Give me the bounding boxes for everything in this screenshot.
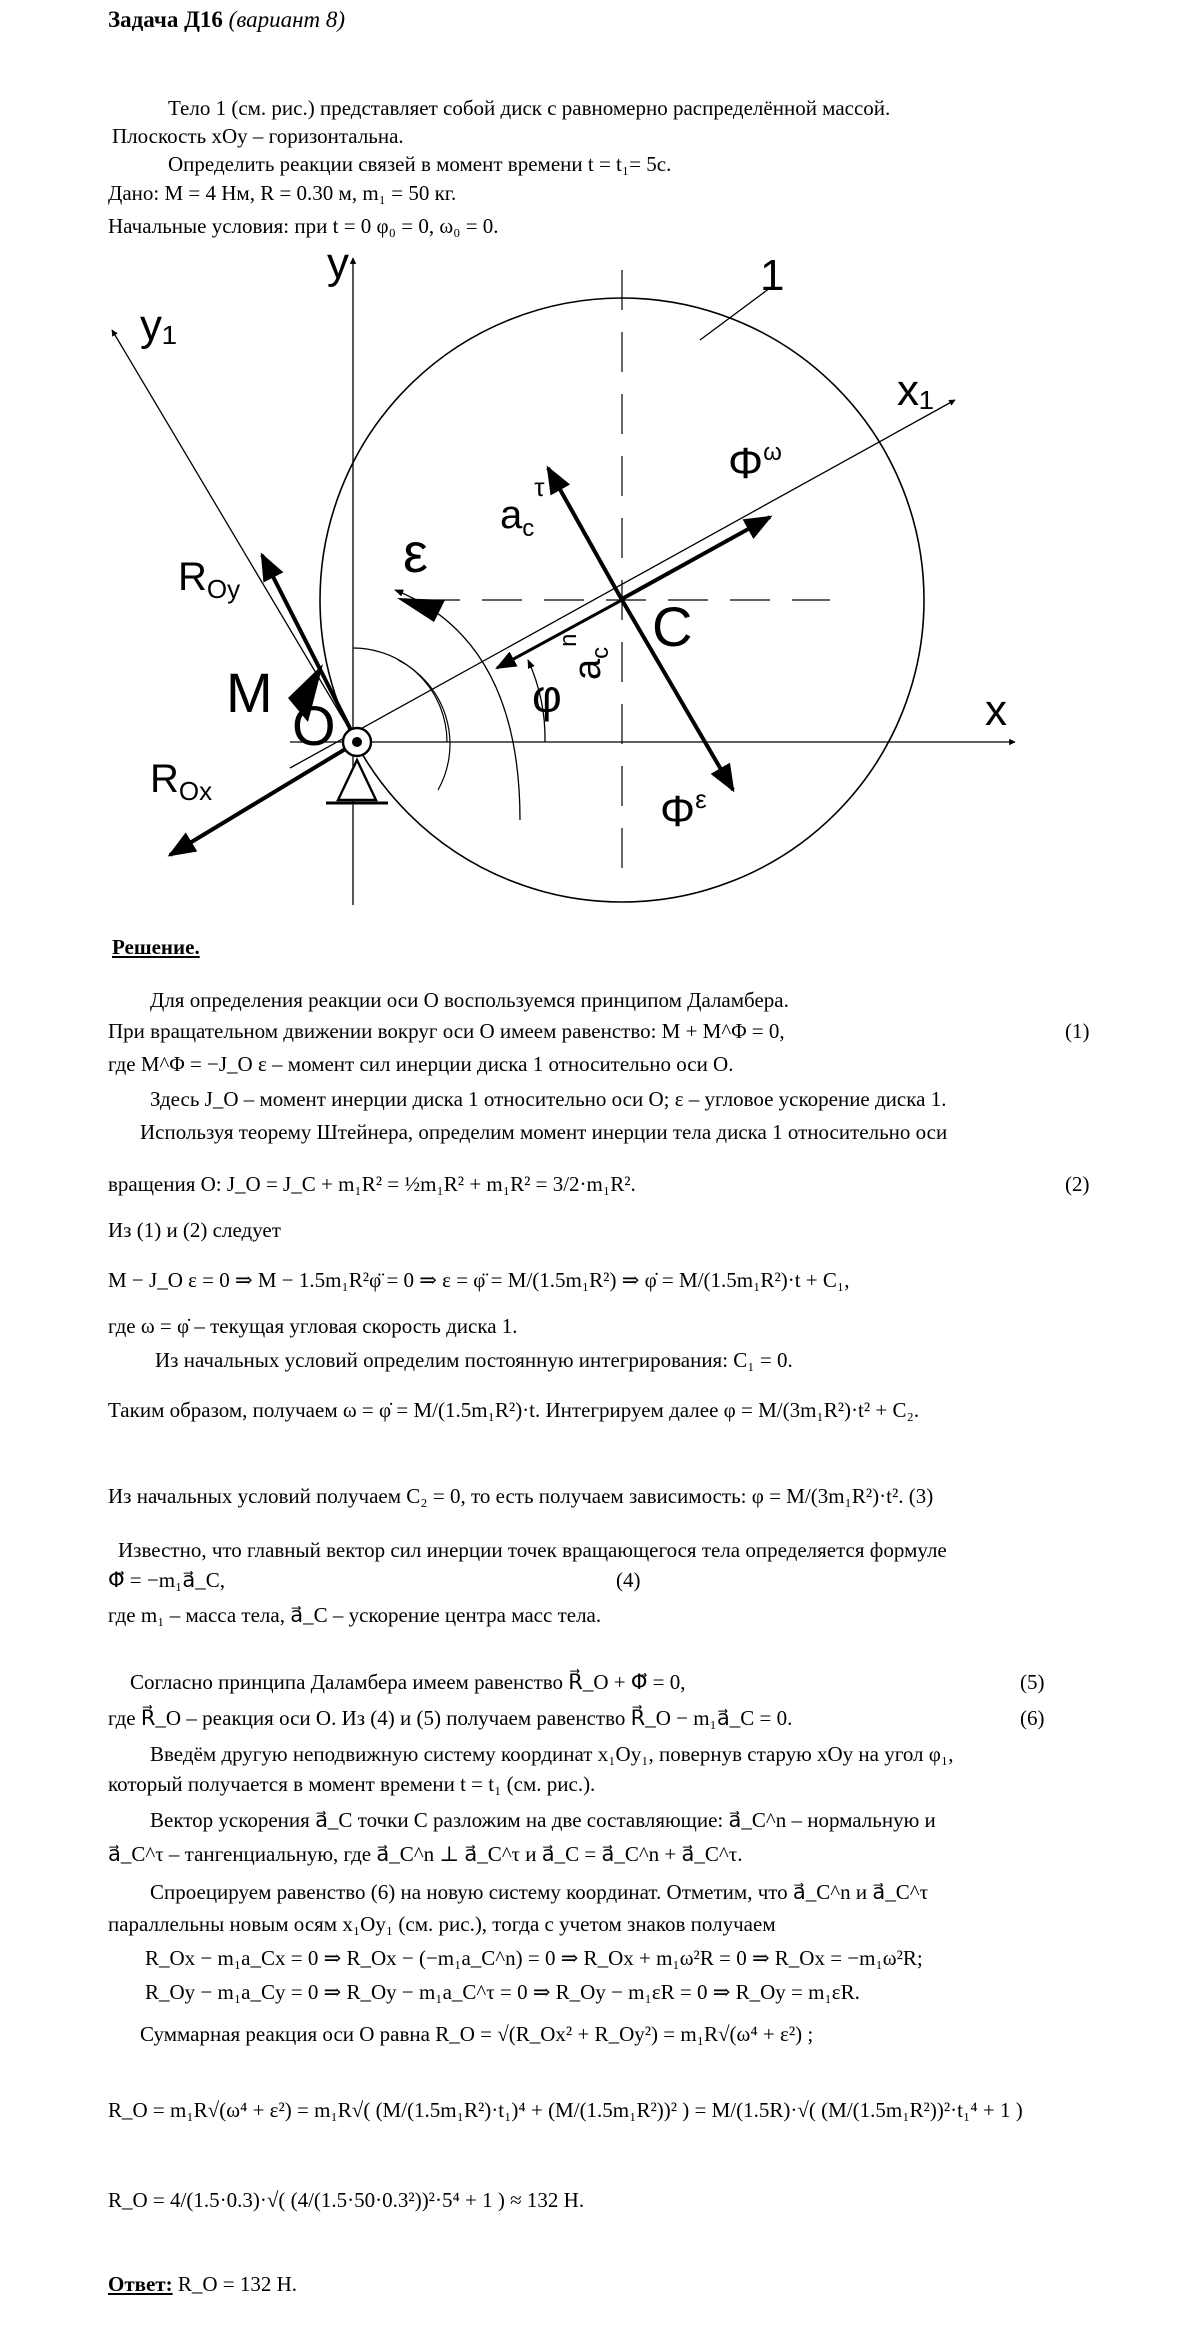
problem-line: Тело 1 (см. рис.) представляет собой диск с равномерно распределённой массой. bbox=[168, 96, 891, 120]
solution-line: Спроецируем равенство (6) на новую систему координат. Отметим, что a⃗_C^n и a⃗_C^τ bbox=[150, 1880, 929, 1904]
label-body-1: 1 bbox=[760, 251, 785, 300]
answer bbox=[108, 2272, 297, 2297]
solution-line: При вращательном движении вокруг оси O имеем равенство: M + M^Φ = 0, bbox=[108, 1019, 785, 1043]
label-C: C bbox=[652, 595, 693, 658]
label-epsilon: ε bbox=[403, 521, 428, 584]
given-data: Дано: M = 4 Нм, R = 0.30 м, m₁ = 50 кг. bbox=[108, 181, 457, 205]
equation-number: (6) bbox=[1020, 1706, 1045, 1730]
solution-heading: Решение. bbox=[112, 935, 200, 959]
pivot-center bbox=[352, 737, 362, 747]
label-x1: x₁ bbox=[897, 366, 934, 415]
solution-line: Для определения реакции оси O воспользуемся принципом Даламбера. bbox=[150, 988, 789, 1012]
page-title: Задача Д16 (вариант 8) bbox=[108, 7, 346, 32]
answer-label: Ответ: bbox=[108, 2272, 173, 2296]
inertia-force-omega-vector bbox=[620, 517, 770, 600]
label-phi-epsilon: $\Phi^\varepsilon$ bbox=[660, 784, 707, 836]
label-a-tau: $a_c^\tau$ bbox=[500, 472, 545, 542]
label-M: M bbox=[226, 661, 273, 724]
label-y1: y₁ bbox=[140, 301, 177, 350]
solution-line: Известно, что главный вектор сил инерции точек вращающегося тела определяется формуле bbox=[118, 1538, 947, 1562]
problem-line: Определить реакции связей в момент времени t = t₁= 5c. bbox=[168, 152, 672, 176]
mechanics-diagram bbox=[90, 230, 1060, 920]
solution-line: где R⃗_O – реакция оси O. Из (4) и (5) получаем равенство R⃗_O − m₁a⃗_C = 0. bbox=[108, 1706, 793, 1730]
solution-line: R_Oy − m₁a_Cy = 0 ⇒ R_Oy − m₁a_C^τ = 0 ⇒ R_Oy − m₁εR = 0 ⇒ R_Oy = m₁εR. bbox=[145, 1980, 860, 2004]
solution-line: где M^Φ = −J_O ε – момент сил инерции диска 1 относительно оси O. bbox=[108, 1052, 734, 1076]
equation-number: (1) bbox=[1065, 1019, 1090, 1043]
solution-line: Согласно принципа Даламбера имеем равенство R⃗_O + Φ⃗ = 0, bbox=[130, 1670, 686, 1694]
solution-line: Из (1) и (2) следует bbox=[108, 1218, 281, 1242]
solution-line: Φ⃗ = −m₁a⃗_C, bbox=[108, 1568, 225, 1592]
label-phi: φ bbox=[532, 670, 562, 722]
solution-line: Используя теорему Штейнера, определим момент инерции тела диска 1 относительно оси bbox=[140, 1120, 948, 1144]
solution-line: Таким образом, получаем ω = φ̇ = M/(1.5m₁R²)·t. Интегрируем далее φ = M/(3m₁R²)·t² + C₂. bbox=[108, 1398, 920, 1422]
solution-line: M − J_O ε = 0 ⇒ M − 1.5m₁R²φ̈ = 0 ⇒ ε = φ̈ = M/(1.5m₁R²) ⇒ φ̇ = M/(1.5m₁R²)·t + C₁, bbox=[108, 1268, 850, 1292]
initial-conditions: Начальные условия: при t = 0 φ₀ = 0, ω₀ = 0. bbox=[108, 214, 499, 238]
solution-line: Из начальных условий получаем C₂ = 0, то есть получаем зависимость: φ = M/(3m₁R²)·t². (3) bbox=[108, 1484, 934, 1508]
inner-arc bbox=[398, 660, 450, 790]
label-R-oy: $R_{Oy}$ bbox=[178, 555, 241, 604]
problem-line: Плоскость xOy – горизонтальна. bbox=[112, 124, 404, 148]
solution-line: Вектор ускорения a⃗_C точки C разложим на две составляющие: a⃗_C^n – нормальную и bbox=[150, 1808, 936, 1832]
solution-line: параллельны новым осям x₁Oy₁ (см. рис.), тогда с учетом знаков получаем bbox=[108, 1912, 776, 1936]
solution-line: a⃗_C^τ – тангенциальную, где a⃗_C^n ⊥ a⃗_C^τ и a⃗_C = a⃗_C^n + a⃗_C^τ. bbox=[108, 1842, 743, 1866]
label-y: y bbox=[327, 239, 349, 288]
solution-line: Из начальных условий определим постоянную интегрирования: C₁ = 0. bbox=[155, 1348, 793, 1372]
tangential-acceleration-vector bbox=[548, 468, 622, 600]
solution-line: Введём другую неподвижную систему координат x₁Oy₁, повернув старую xOy на угол φ₁, bbox=[150, 1742, 954, 1766]
epsilon-arc bbox=[395, 590, 520, 820]
answer-value: R_O = 132 H. bbox=[177, 2272, 298, 2296]
solution-line: R_O = m₁R√(ω⁴ + ε²) = m₁R√( (M/(1.5m₁R²)·t₁)⁴ + (M/(1.5m₁R²))² ) = M/(1.5R)·√( (M/(1.5m₁R²))²·t₁⁴ + 1 ) bbox=[108, 2098, 1023, 2122]
epsilon-arrowhead bbox=[397, 598, 445, 622]
solution-line: Суммарная реакция оси O равна R_O = √(R_Ox² + R_Oy²) = m₁R√(ω⁴ + ε²) ; bbox=[140, 2022, 814, 2046]
equation-number: (5) bbox=[1020, 1670, 1045, 1694]
solution-line: где m₁ – масса тела, a⃗_C – ускорение центра масс тела. bbox=[108, 1603, 602, 1627]
solution-line: вращения O: J_O = J_C + m₁R² = ½m₁R² + m₁R² = 3/2·m₁R². bbox=[108, 1172, 636, 1196]
label-a-n: $a_c^n$ bbox=[555, 633, 614, 680]
solution-line: где ω = φ̇ – текущая угловая скорость диска 1. bbox=[108, 1314, 518, 1338]
equation-number: (2) bbox=[1065, 1172, 1090, 1196]
solution-line: R_O = 4/(1.5·0.3)·√( (4/(1.5·50·0.3²))²·5⁴ + 1 ) ≈ 132 H. bbox=[108, 2188, 585, 2212]
solution-line: который получается в момент времени t = t₁ (см. рис.). bbox=[108, 1772, 596, 1796]
label-x: x bbox=[985, 686, 1007, 735]
label-O: O bbox=[292, 694, 336, 757]
equation-number: (4) bbox=[616, 1568, 641, 1592]
label-R-ox: $R_{Ox}$ bbox=[150, 757, 213, 806]
solution-line: Здесь J_O – момент инерции диска 1 относительно оси O; ε – угловое ускорение диска 1. bbox=[150, 1087, 947, 1111]
moment-arc bbox=[353, 648, 447, 742]
label-phi-omega: $\Phi^\omega$ bbox=[728, 439, 782, 488]
solution-line: R_Ox − m₁a_Cx = 0 ⇒ R_Ox − (−m₁a_C^n) = 0 ⇒ R_Ox + m₁ω²R = 0 ⇒ R_Ox = −m₁ω²R; bbox=[145, 1946, 923, 1970]
